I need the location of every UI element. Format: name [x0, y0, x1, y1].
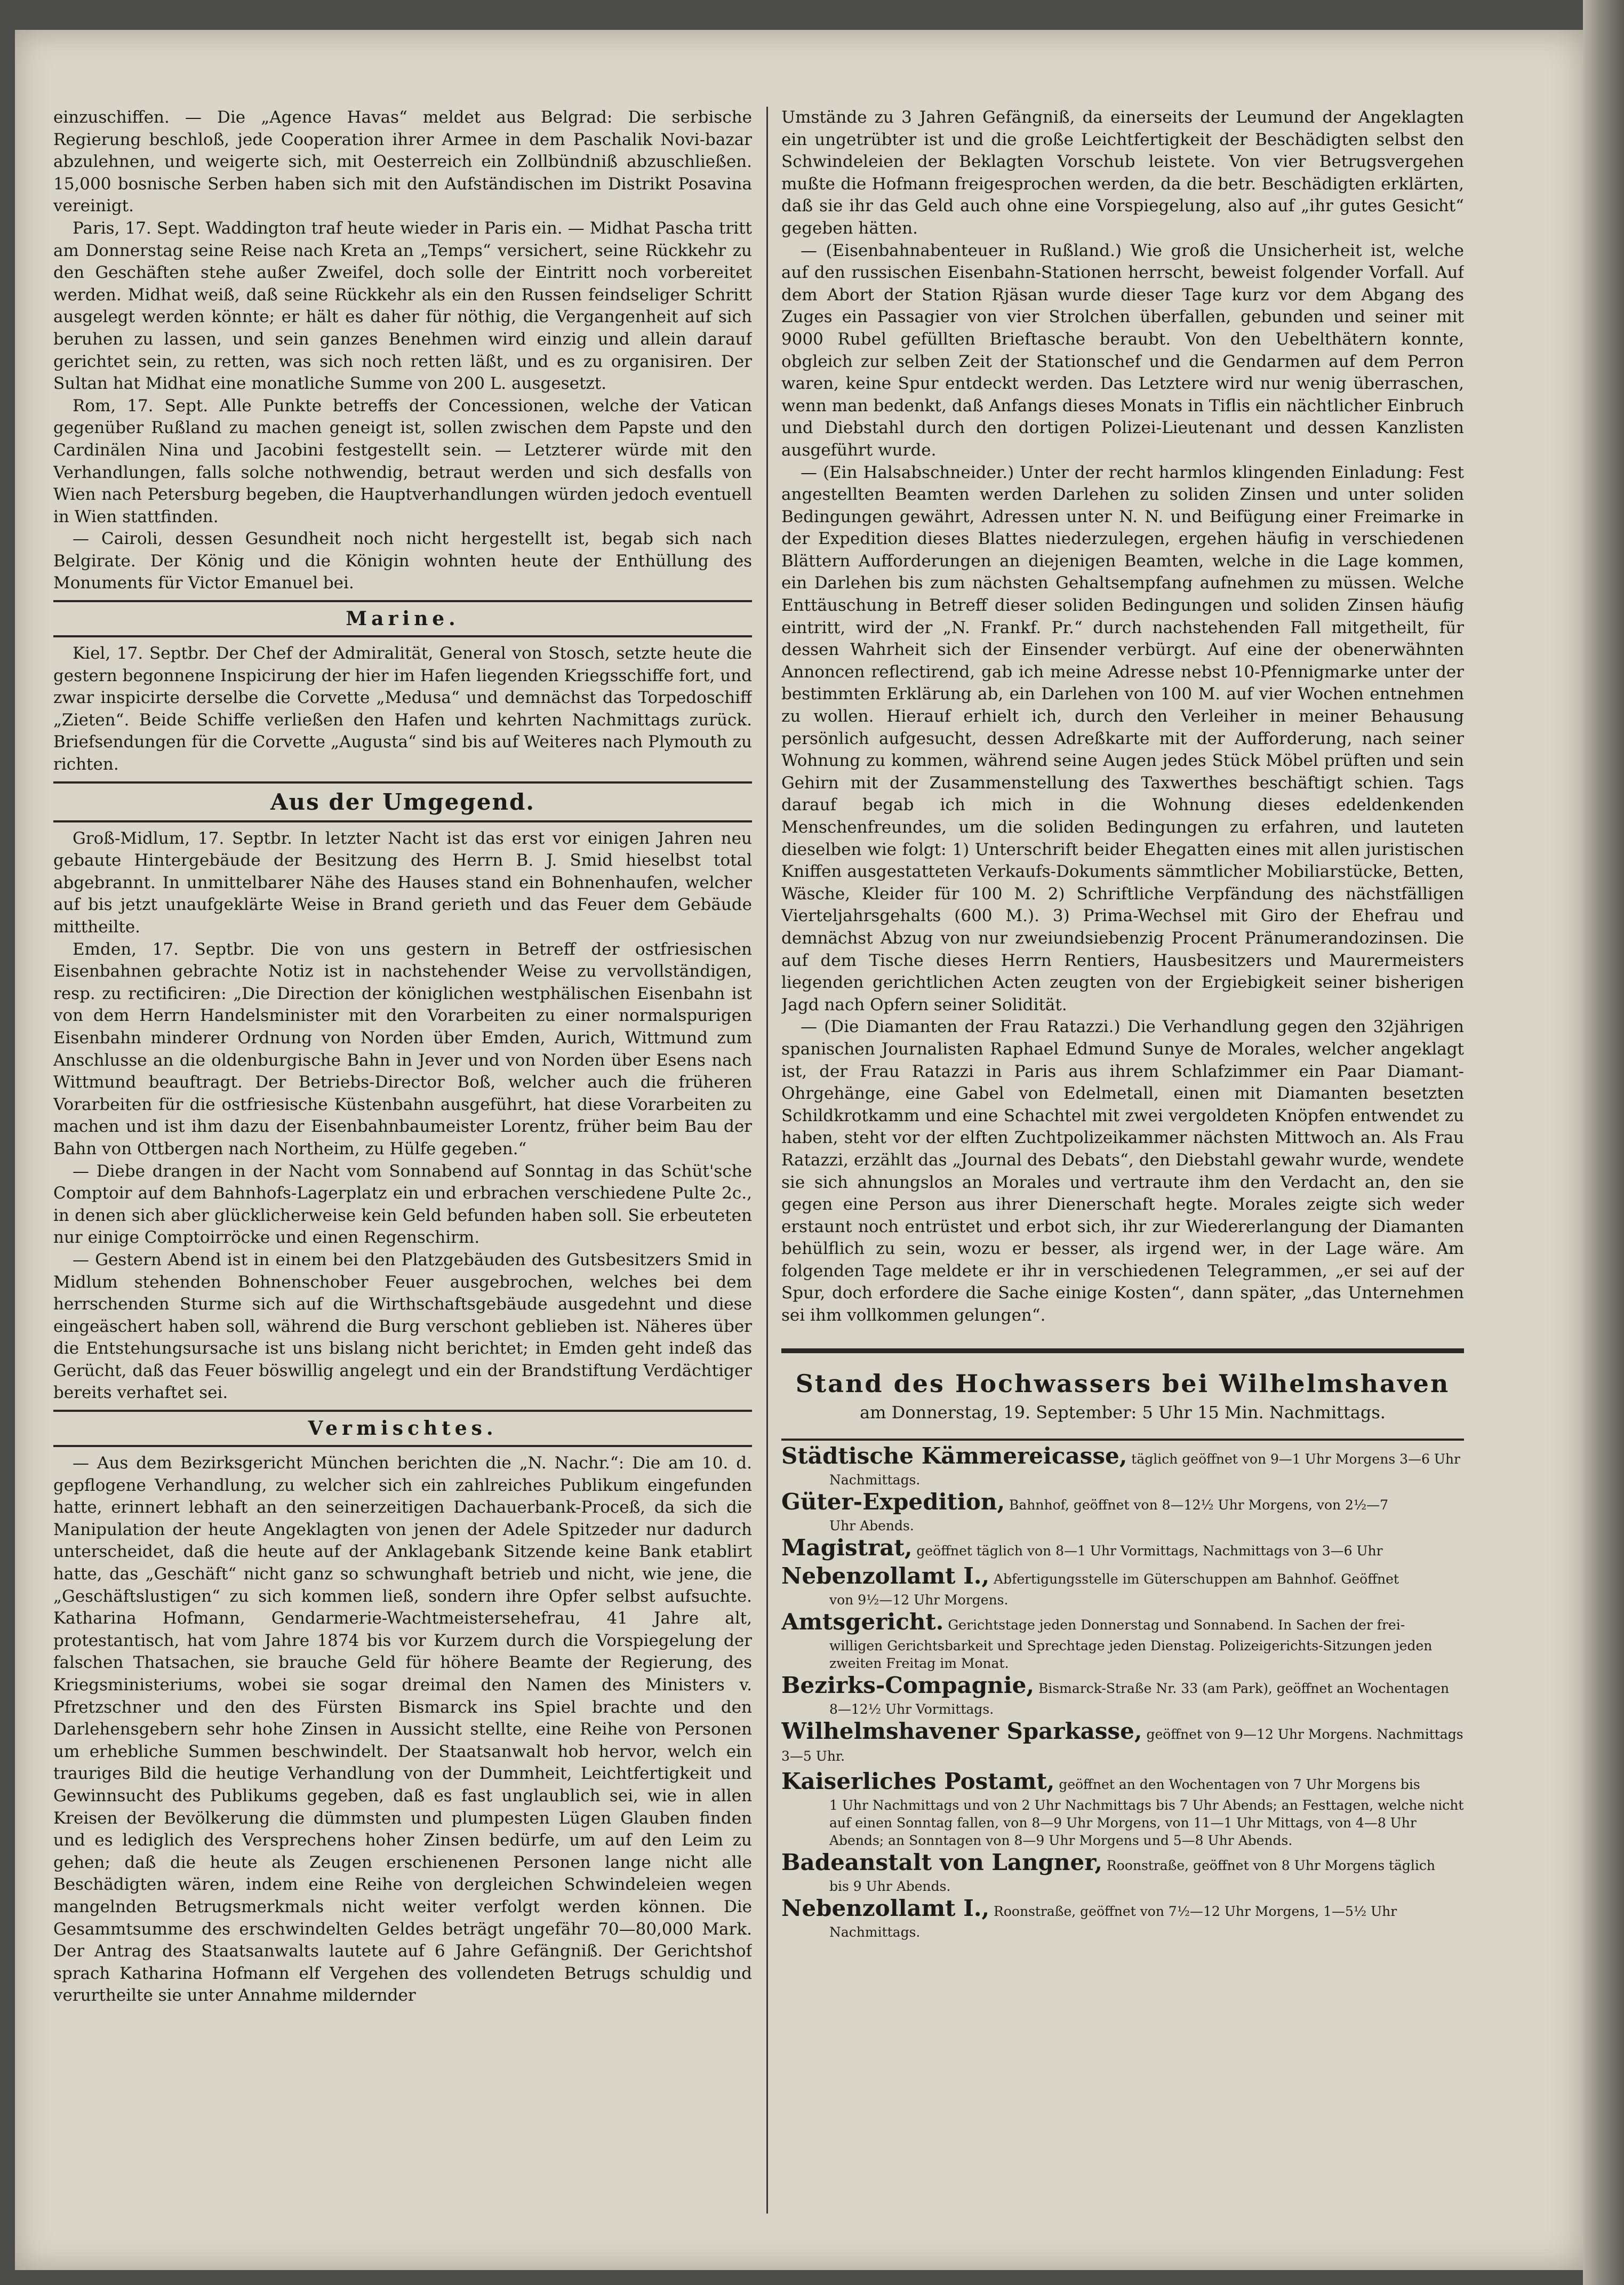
section-rule: [53, 1410, 752, 1412]
notice-continuation: Nachmittags.: [829, 1924, 921, 1940]
notice-name: Nebenzollamt I.,: [781, 1895, 990, 1921]
office-hours-list: [781, 1442, 1464, 1941]
article-muenchen-cont: Umstände zu 3 Jahren Gefängniß, da einerseits der Leumund der Angeklagten ein ungetrübter ist und die große Leichtfertigkeit der Beschädigten selbst den Schwindeleien der Beklagten Vorschub leistete. Von vier Betrugsvergehen mußte die Hofmann freigesprochen werden, da die betr. Beschädigten erklärten, daß sie ihr das Geld auch ohne eine Vorspiegelung, also auf „ihr gutes Gesicht“ gegeben hätten.: [781, 108, 1464, 238]
article-halsabschneider: — (Ein Halsabschneider.) Unter der recht harmlos klingenden Einladung: Fest angestellten Beamten werden Darlehen zu soliden Zinsen und unter soliden Bedingungen gewährt, Adressen unter N. N. und Beifügung einer Freimarke in der Expedition dieses Blattes niederzulegen, ergehen häufig in verschiedenen Blättern Aufforderungen an diejenigen Beamten, welche in die Lage kommen, ein Darlehen bis zum nächsten Gehaltsempfang aufnehmen zu müssen. Welche Enttäuschung in Betreff dieser soliden Bedingungen und soliden Zinsen häufig eintritt, wird der „N. Frankf. Pr.“ durch nachstehenden Fall mitgetheilt, für dessen Wahrheit sich der Einsender verbürgt. Auf eine der obenerwähnten Annoncen reflectirend, gab ich meine Adresse nebst 10-Pfennigmarke unter der bestimmten Erklärung ab, ein Darlehen von 100 M. auf vier Wochen entnehmen zu wollen. Hierauf erhielt ich, durch den Verleiher in meiner Behausung persönlich aufgesucht, dessen Adreßkarte mit der Aufforderung, nach seiner Wohnung zu kommen, während seine Augen jedes Stück Möbel prüften und sein Gehirn mit der Zusammenstellung des Taxwerthes beschäftigt schien. Tags darauf begab ich mich in die Wohnung dieses edeldenkenden Menschenfreundes, um die soliden Bedingungen zu erfahren, und lauteten dieselben wie folgt: 1) Unterschrift beider Ehegatten eines mit allen juristischen Kniffen ausgestatteten Verkaufs-Dokuments sämmtlicher Mobiliarstücke, Betten, Wäsche, Kleider für 100 M. 2) Schriftliche Verpfändung des nächstfälligen Vierteljahrsgehalts (600 M.). 3) Prima-Wechsel mit Giro der Ehefrau und demnächst Abzug von nur zweiundsiebenzig Procent Pränumerandozinsen. Die auf dem Tische dieses Herrn Rentiers, Hausbesitzers und Maurermeisters liegenden gerichtlichen Acten zeugten von der Ergiebigkeit seiner bisherigen Jagd nach Opfern seiner Solidität.: [781, 462, 1464, 1014]
notice-detail: Roonstraße, geöffnet von 7½—12 Uhr Morgens, 1—5½ Uhr: [989, 1903, 1397, 1919]
notice-name: Nebenzollamt I.,: [781, 1562, 990, 1589]
section-rule: [53, 820, 752, 822]
right-column: [781, 107, 1464, 2214]
notice-detail: Bismarck-Straße Nr. 33 (am Park), geöffnet an Wochentagen: [1034, 1680, 1450, 1696]
section-rule: [53, 600, 752, 602]
article-diebe: — Diebe drangen in der Nacht vom Sonnabend auf Sonntag in das Schüt'sche Comptoir auf dem Bahnhofs-Lagerplatz ein und erbrachen verschiedene Pulte 2c., in denen sich aber glücklicherweise kein Geld befunden haben soll. Sie erbeuteten nur einige Comptoirröcke und einen Regenschirm.: [53, 1161, 752, 1248]
notice-continuation: von 9½—12 Uhr Morgens.: [829, 1592, 1009, 1608]
notice-detail: geöffnet an den Wochentagen von 7 Uhr Morgens bis: [1054, 1776, 1420, 1792]
section-rule: [53, 635, 752, 637]
article-midlum: Groß-Midlum, 17. Septbr. In letzter Nacht ist das erst vor einigen Jahren neu gebaute Hintergebäude der Besitzung des Herrn B. J. Smid hieselbst total abgebrannt. In unmittelbarer Nähe des Hauses stand ein Bohnenhaufen, welcher auf bis jetzt unaufgeklärte Weise in Brand gerieth und das Feuer dem Gebäude mittheilte.: [53, 828, 752, 937]
notice-name: Magistrat,: [781, 1534, 913, 1561]
notice-detail: täglich geöffnet von 9—1 Uhr Morgens 3—6 Uhr: [1127, 1451, 1460, 1467]
article-muenchen: — Aus dem Bezirksgericht München berichten die „N. Nachr.“: Die am 10. d. gepflogene Verhandlung, zu welcher sich ein zahlreiches Publikum eingefunden hatte, erinnert lebhaft an den seinerzeitigen Dachauerbank-Proceß, da sich die Manipulation der heute Angeklagten von jenen der Adele Spitzeder nur dadurch unterscheidet, daß die heute auf der Anklagebank Sitzende keine Bank etablirt hatte, das „Geschäft“ nicht ganz so schwunghaft betrieb und nicht, wie jene, die „Geschäftslustigen“ zu sich kommen ließ, sondern ihre Opfer selbst aufsuchte. Katharina Hofmann, Gendarmerie-Wachtmeistersehefrau, 41 Jahre alt, protestantisch, hat vom Jahre 1874 bis vor Kurzem durch die Vorspiegelung der falschen Thatsachen, sie brauche Geld für höhere Beamte der Regierung, des Kriegsministeriums, wobei sie sogar dreimal den Namen des Ministers v. Pfretzschner und den des Fürsten Bismarck ins Spiel brachte und den Darlehensgebern sehr hohe Zinsen in Aussicht stellte, eine Reihe von Personen um erhebliche Summen beschwindelt. Der Staatsanwalt hob hervor, welch ein trauriges Bild die heutige Verhandlung von der Dummheit, Leichtfertigkeit und Gewinnsucht des Publikums gegeben, daß es fast unglaublich sei, wie in allen Kreisen der Bevölkerung die dümmsten und plumpesten Lügen Glauben finden und es lediglich des Versprechens hoher Zinsen bedürfe, um auf den Leim zu gehen; daß die heute als Zeugen erschienenen Personen lange nicht alle Beschädigten wären, indem eine Reihe von dergleichen Schwindeleien wegen mangelnden Betrugsmerkmals nicht weiter verfolgt werden können. Die Gesammtsumme des erschwindelten Geldes beträgt ungefähr 70—80,000 Mark. Der Antrag des Staatsanwalts lautete auf 6 Jahre Gefängniß. Der Gerichtshof sprach Katharina Hofmann elf Vergehen des vollendeten Betrugs schuldig und verurtheilte sie unter Annahme mildernder: [53, 1453, 752, 2006]
article-feuer: — Gestern Abend ist in einem bei den Platzgebäuden des Gutsbesitzers Smid in Midlum stehenden Bohnenschober Feuer ausgebrochen, welches bei dem herrschenden Sturme sich auf die Wirthschaftsgebäude ausgedehnt und diese eingeäschert haben soll, während die Burg verschont geblieben ist. Näheres über die Entstehungsursache ist uns bislang nicht berichtet; in Emden geht indeß das Gerücht, daß das Feuer böswillig angelegt und ein der Brandstiftung Verdächtiger bereits verhaftet sei.: [53, 1250, 752, 1403]
office-notice: [781, 1895, 1464, 1941]
notice-name: Bezirks-Compagnie,: [781, 1672, 1034, 1698]
section-rule: [781, 1439, 1464, 1441]
notice-name: Badeanstalt von Langner,: [781, 1849, 1102, 1875]
notice-name: Güter-Expedition,: [781, 1488, 1005, 1515]
article-rome: Rom, 17. Sept. Alle Punkte betreffs der Concessionen, welche der Vatican gegenüber Rußland zu machen geneigt ist, sollen zwischen dem Papste und den Cardinälen Nina und Jacobini festgestellt sein. — Letzterer würde mit den Verhandlungen, falls solche nothwendig, betraut werden und sich desfalls von Wien nach Petersburg begeben, die Hauptverhandlungen würden jedoch eventuell in Wien stattfinden.: [53, 396, 752, 526]
article-serbia: einzuschiffen. — Die „Agence Havas“ meldet aus Belgrad: Die serbische Regierung beschloß, jede Cooperation ihrer Armee in dem Paschalik Novi-bazar abzulehnen, und weigerte sich, mit Oesterreich ein Zollbündniß abzuschließen. 15,000 bosnische Serben haben sich mit den Aufständischen im Distrikt Posavina vereinigt.: [53, 108, 752, 216]
section-rule: [53, 781, 752, 784]
notice-detail: Abfertigungsstelle im Güterschuppen am Bahnhof. Geöffnet: [989, 1571, 1399, 1587]
notice-detail: geöffnet von 9—12 Uhr Morgens. Nachmittags 3—5 Uhr.: [781, 1726, 1463, 1764]
notice-name: Wilhelmshavener Sparkasse,: [781, 1717, 1142, 1744]
office-notice: [781, 1717, 1464, 1768]
notice-continuation: Nachmittags.: [829, 1472, 921, 1488]
page-edge: [1583, 0, 1624, 2285]
article-paris: Paris, 17. Sept. Waddington traf heute wieder in Paris ein. — Midhat Pascha tritt am Donnerstag seine Reise nach Kreta an „Temps“ versichert, seine Rückkehr zu den Geschäften stehe außer Zweifel, doch solle der Eintritt noch vorbereitet werden. Midhat weiß, daß seine Rückkehr als ein den Russen feindseliger Schritt ausgelegt werden könnte; er hält es daher für nöthig, die Vergangenheit auf sich beruhen zu lassen, und sein ganzes Benehmen wird einzig und allein darauf gerichtet sein, zu retten, was sich noch retten läßt, und es zu organisiren. Der Sultan hat Midhat eine monatliche Summe von 200 L. ausgesetzt.: [53, 218, 752, 394]
notice-name: Städtische Kämmereicasse,: [781, 1442, 1127, 1469]
notice-continuation: 1 Uhr Nachmittags und von 2 Uhr Nachmittags bis 7 Uhr Abends; an Festtagen, welche nicht auf einen Sonntag fallen, von 8—9 Uhr Morgens, von 11—1 Uhr Mittags, von 4—8 Uhr Abends; an Sonntagen von 8—9 Uhr Morgens und 5—8 Uhr Abends.: [829, 1797, 1464, 1848]
heading-hochwasser: Stand des Hochwassers bei Wilhelmshaven: [795, 1369, 1450, 1398]
office-notice: [781, 1488, 1464, 1535]
notice-name: Kaiserliches Postamt,: [781, 1768, 1055, 1794]
notice-continuation: Uhr Abends.: [829, 1517, 914, 1533]
section-rule: [781, 1348, 1464, 1353]
notice-continuation: 8—12½ Uhr Vormittags.: [829, 1701, 994, 1717]
office-notice: [781, 1562, 1464, 1609]
heading-umgegend: Aus der Umgegend.: [270, 788, 535, 815]
notice-continuation: willigen Gerichtsbarkeit und Sprechtage jeden Dienstag. Polizeigerichts-Sitzungen jeden zweiten Freitag im Monat.: [829, 1637, 1433, 1671]
left-column: [53, 107, 752, 2214]
hochwasser-time: am Donnerstag, 19. September: 5 Uhr 15 Min. Nachmittags.: [860, 1402, 1386, 1423]
office-notice: [781, 1442, 1464, 1489]
office-notice: [781, 1534, 1464, 1563]
article-ratazzi: — (Die Diamanten der Frau Ratazzi.) Die Verhandlung gegen den 32jährigen spanischen Journalisten Raphael Edmund Sunye de Morales, welcher angeklagt ist, der Frau Ratazzi in Paris aus ihrem Schlafzimmer ein Paar Diamant-Ohrgehänge, eine Gabel von Edelmetall, einen mit Diamanten besetzten Schildkrotkamm und eine Schachtel mit zwei vergoldeten Knöpfen entwendet zu haben, steht vor der elften Zuchtpolizeikammer nächsten Mittwoch an. Als Frau Ratazzi, erzählt das „Journal des Debats“, den Diebstahl gewahr wurde, wendete sie sich ahnungslos an Morales und vertraute ihm den Verdacht an, den sie gegen eine Person aus ihrer Dienerschaft hegte. Morales zeigte sich weder erstaunt noch entrüstet und erbot sich, ihr zur Wiedererlangung der Diamanten behülflich zu sein, wozu er besser, als irgend wer, in der Lage wäre. Am folgenden Tage meldete er ihr in verschiedenen Telegrammen, „er sei auf der Spur, doch erfordere die Sache einige Kosten“, dann später, „das Unternehmen sei ihm vollkommen gelungen“.: [781, 1017, 1464, 1325]
article-emden: Emden, 17. Septbr. Die von uns gestern in Betreff der ostfriesischen Eisenbahnen gebrachte Notiz ist in nachstehender Weise zu vervollständigen, resp. zu rectificiren: „Die Direction der königlichen westphälischen Eisenbahn ist von dem Herrn Handelsminister mit den Vorarbeiten zu einer normalspurigen Eisenbahn minderer Ordnung von Norden über Emden, Aurich, Wittmund zum Anschlusse an die oldenburgische Bahn in Jever und von Norden über Esens nach Wittmund beauftragt. Der Betriebs-Director Boß, welcher auch die früheren Vorarbeiten für die ostfriesische Küstenbahn ausgeführt, hat diese Vorarbeiten zu machen und ist ihm dazu der Eisenbahnbaumeister Lorentz, früher beim Bau der Bahn von Ottbergen nach Northeim, zu Hülfe gegeben.“: [53, 939, 752, 1159]
notice-detail: Gerichtstage jeden Donnerstag und Sonnabend. In Sachen der frei-: [943, 1617, 1405, 1633]
column-divider: [766, 107, 768, 2214]
heading-marine: Marine.: [346, 608, 460, 630]
notice-name: Amtsgericht.: [781, 1608, 944, 1635]
article-cairoli: — Cairoli, dessen Gesundheit noch nicht hergestellt ist, begab sich nach Belgirate. Der König und die Königin wohnten heute der Enthüllung des Monuments für Victor Emanuel bei.: [53, 529, 752, 593]
office-notice: [781, 1608, 1464, 1672]
office-notice: [781, 1849, 1464, 1895]
notice-detail: Bahnhof, geöffnet von 8—12½ Uhr Morgens, von 2½—7: [1005, 1497, 1389, 1513]
notice-detail: geöffnet täglich von 8—1 Uhr Vormittags, Nachmittags von 3—6 Uhr: [912, 1543, 1383, 1559]
article-kiel: Kiel, 17. Septbr. Der Chef der Admiralität, General von Stosch, setzte heute die gestern begonnene Inspicirung der hier im Hafen liegenden Kriegsschiffe fort, und zwar inspicirte derselbe die Corvette „Medusa“ und demnächst das Torpedoschiff „Zieten“. Beide Schiffe verließen den Hafen und kehrten Nachmittags zurück. Briefsendungen für die Corvette „Augusta“ sind bis auf Weiteres nach Plymouth zu richten.: [53, 644, 752, 774]
notice-continuation: bis 9 Uhr Abends.: [829, 1878, 951, 1894]
heading-vermischtes: Vermischtes.: [308, 1417, 498, 1440]
section-rule: [53, 1445, 752, 1447]
office-notice: [781, 1768, 1464, 1849]
office-notice: [781, 1672, 1464, 1718]
article-eisenbahn: — (Eisenbahnabenteuer in Rußland.) Wie groß die Unsicherheit ist, welche auf den russischen Eisenbahn-Stationen herrscht, beweist folgender Vorfall. Auf dem Abort der Station Rjäsan wurde dieser Tage kurz vor dem Abgang des Zuges ein Passagier von vier Strolchen überfallen, gebunden und seiner mit 9000 Rubel gefüllten Brieftasche beraubt. Von den Uebelthätern konnte, obgleich zur selben Zeit der Stationschef und die Gendarmen auf dem Perron waren, keine Spur entdeckt werden. Das Letztere wird nur wenig überraschen, wenn man bedenkt, daß Anfangs dieses Monats in Tiflis ein nächtlicher Einbruch und Diebstahl durch den dortigen Polizei-Lieutenant und dessen Kanzlisten ausgeführt wurde.: [781, 241, 1464, 460]
notice-detail: Roonstraße, geöffnet von 8 Uhr Morgens täglich: [1102, 1857, 1436, 1873]
